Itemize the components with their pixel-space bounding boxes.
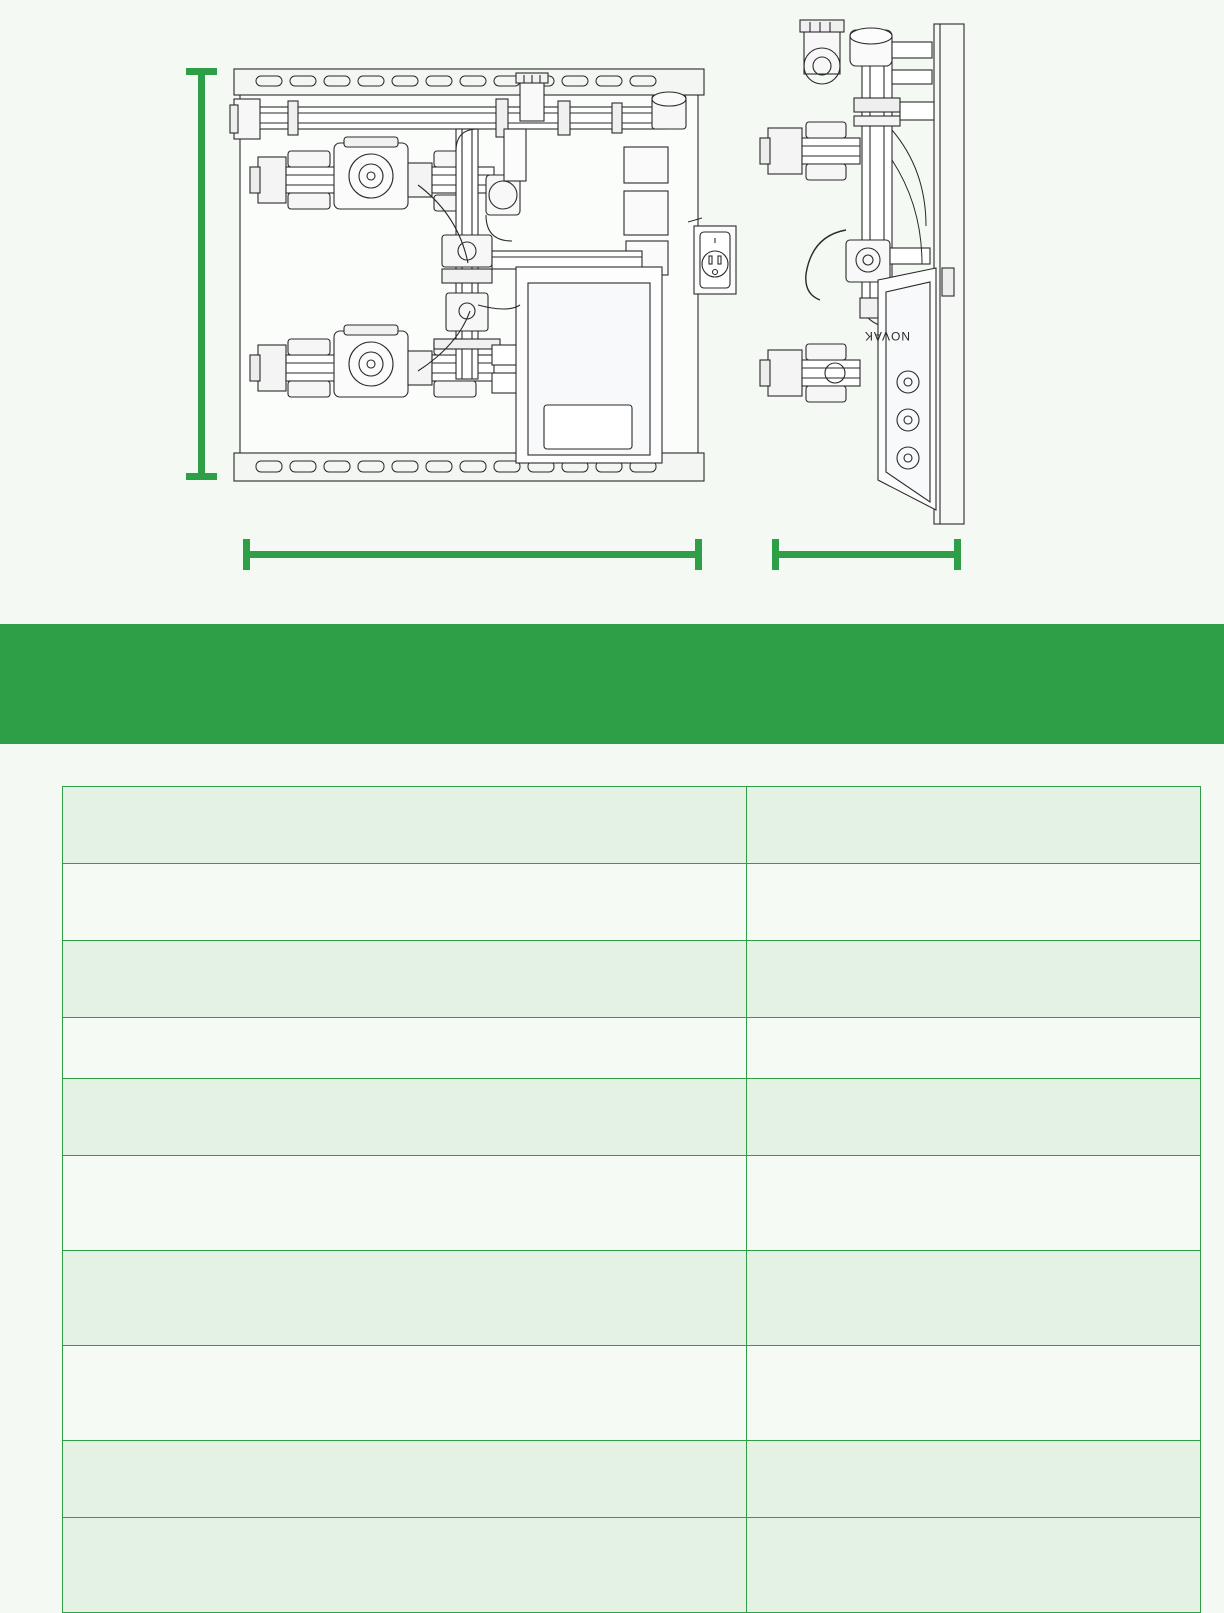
table-row xyxy=(63,1518,1201,1613)
spec-value xyxy=(747,1018,1201,1079)
section-header-band xyxy=(0,624,1224,744)
spec-label xyxy=(63,1079,747,1156)
spec-value xyxy=(747,787,1201,864)
table-row xyxy=(63,864,1201,941)
spec-label xyxy=(63,787,747,864)
spec-value xyxy=(747,1346,1201,1441)
spec-value xyxy=(747,1079,1201,1156)
side-elevation-drawing xyxy=(750,10,980,530)
table-row xyxy=(63,1156,1201,1251)
spec-label xyxy=(63,864,747,941)
brand-text: NOVAK xyxy=(863,329,910,343)
product-drawing-area xyxy=(0,0,1224,620)
power-outlet-drawing xyxy=(688,216,748,306)
specifications-table xyxy=(62,786,1201,1613)
spec-label xyxy=(63,1251,747,1346)
spec-label xyxy=(63,1018,747,1079)
table-row xyxy=(63,1251,1201,1346)
table-row xyxy=(63,787,1201,864)
spec-value xyxy=(747,941,1201,1018)
front-elevation-drawing xyxy=(228,55,748,555)
spec-value xyxy=(747,1518,1201,1613)
spec-value xyxy=(747,1441,1201,1518)
table-row xyxy=(63,1441,1201,1518)
spec-label xyxy=(63,941,747,1018)
spec-value xyxy=(747,1156,1201,1251)
spec-label xyxy=(63,1518,747,1613)
specifications-table-wrap xyxy=(62,786,1142,1613)
table-row xyxy=(63,1018,1201,1079)
spec-label xyxy=(63,1156,747,1251)
table-row xyxy=(63,1346,1201,1441)
spec-label xyxy=(63,1441,747,1518)
table-row xyxy=(63,1079,1201,1156)
spec-label xyxy=(63,1346,747,1441)
spec-value xyxy=(747,864,1201,941)
table-row xyxy=(63,941,1201,1018)
spec-value xyxy=(747,1251,1201,1346)
